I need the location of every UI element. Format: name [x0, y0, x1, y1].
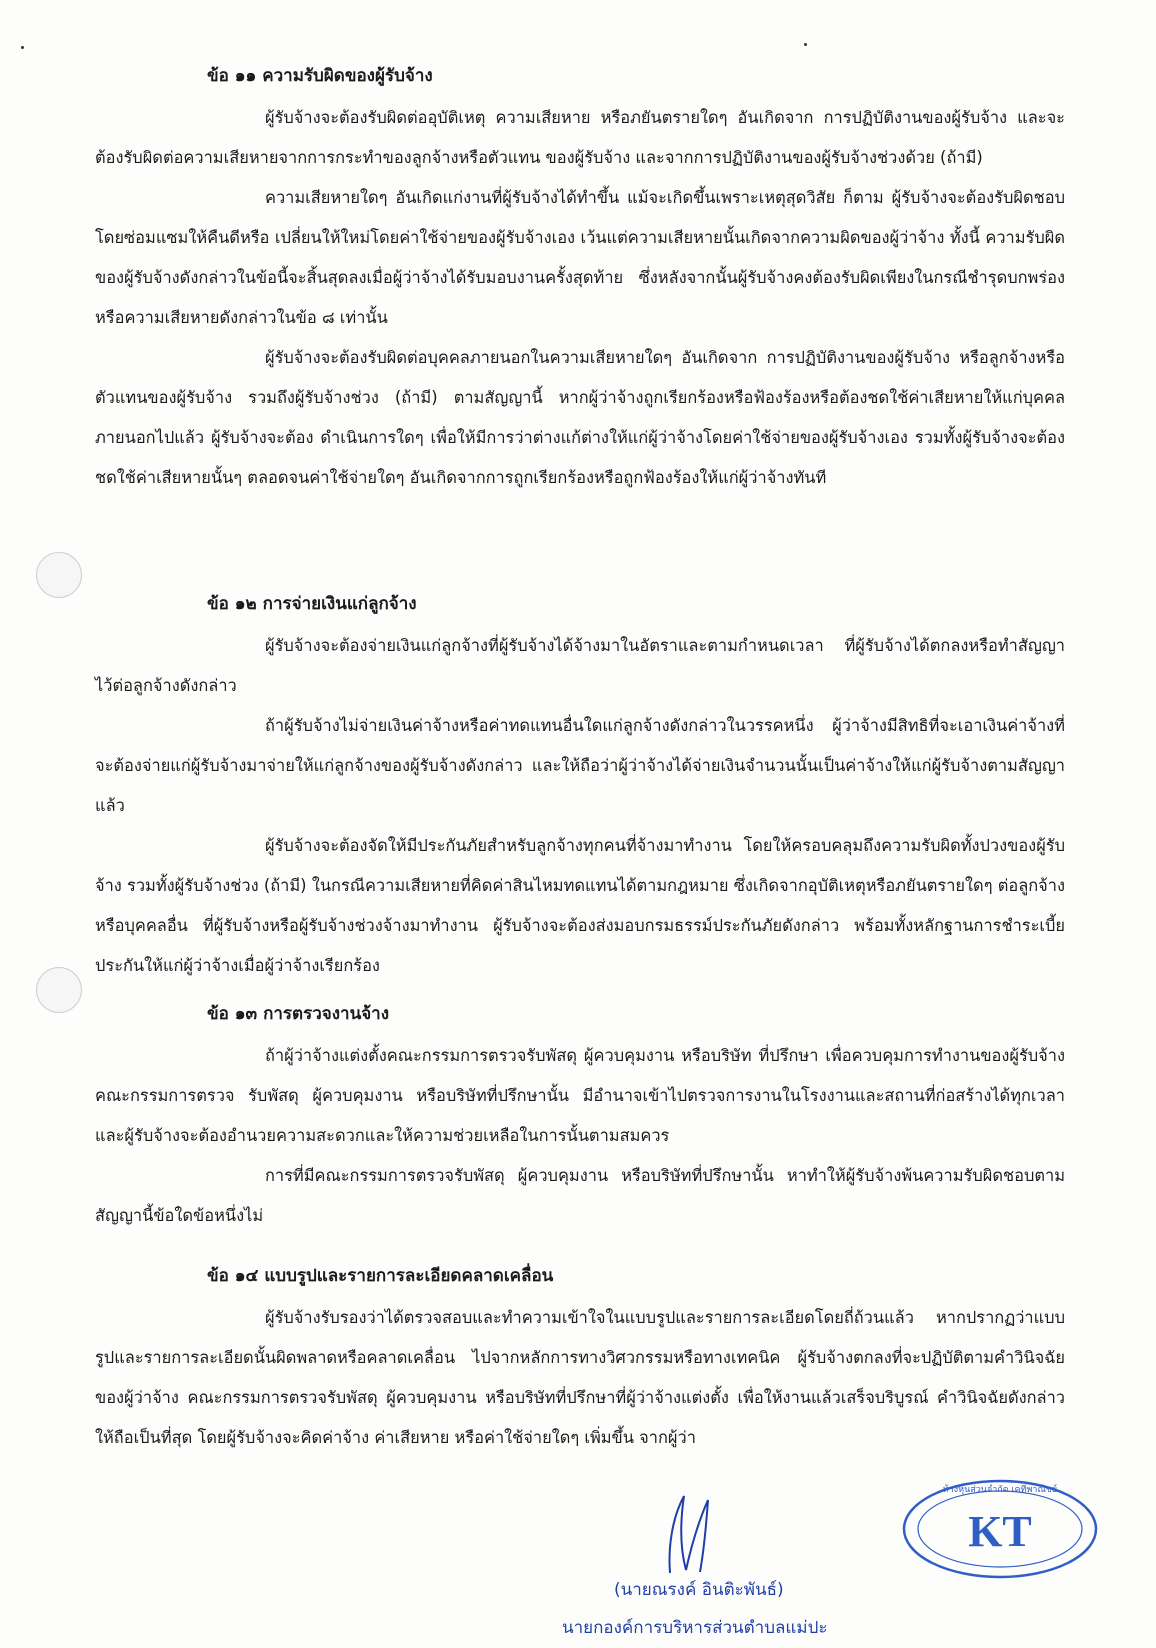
paragraph: ผู้รับจ้างจะต้องรับผิดต่ออุบัติเหตุ ความเสียหาย หรือภยันตรายใดๆ อันเกิดจาก การปฏิบัติงานของผู้รับจ้าง และจะต้องรับผิดต่อความเสียหายจากการกระทำของลูกจ้างหรือตัวแทน ของผู้รับจ้าง และจากการปฏิบัติงานของผู้รับจ้างช่วงด้วย (ถ้ามี) [95, 108, 1065, 167]
paragraph: ความเสียหายใดๆ อันเกิดแก่งานที่ผู้รับจ้างได้ทำขึ้น แม้จะเกิดขึ้นเพราะเหตุสุดวิสัย ก็ตาม ผู้รับจ้างจะต้องรับผิดชอบโดยซ่อมแซมให้คืนดีหรือ เปลี่ยนให้ใหม่โดยค่าใช้จ่ายของผู้รับจ้างเอง เว้นแต่ความเสียหายนั้นเกิดจากความผิดของผู้ว่าจ้าง ทั้งนี้ ความรับผิดของผู้รับจ้างดังกล่าวในข้อนี้จะสิ้นสุดลงเมื่อผู้ว่าจ้างได้รับมอบงานครั้งสุดท้าย ซึ่งหลังจากนั้นผู้รับจ้างคงต้องรับผิดเพียงในกรณีชำรุดบกพร่อง หรือความเสียหายดังกล่าวในข้อ ๘ เท่านั้น [95, 188, 1065, 327]
paragraph: ผู้รับจ้างจะต้องจ่ายเงินแก่ลูกจ้างที่ผู้รับจ้างได้จ้างมาในอัตราและตามกำหนดเวลา ที่ผู้รับจ้างได้ตกลงหรือทำสัญญาไว้ต่อลูกจ้างดังกล่าว [95, 636, 1065, 695]
punch-hole-bottom [36, 967, 82, 1013]
section-11 [95, 62, 1065, 498]
stamp-letters: KT [968, 1507, 1032, 1556]
signatory-title: นายกองค์การบริหารส่วนตำบลแม่ปะ [562, 1618, 828, 1638]
section-heading: ข้อ ๑๑ ความรับผิดของผู้รับจ้าง [207, 66, 433, 86]
stamp-ring-text: ห้างหุ้นส่วนจำกัด เคทีพาณิชย์ [942, 1485, 1058, 1495]
scan-speck [804, 43, 807, 46]
paragraph: ผู้รับจ้างรับรองว่าได้ตรวจสอบและทำความเข้าใจในแบบรูปและรายการละเอียดโดยถี่ถ้วนแล้ว หากปรากฏว่าแบบรูปและรายการละเอียดนั้นผิดพลาดหรือคลาดเคลื่อน ไปจากหลักการทางวิศวกรรมหรือทางเทคนิค ผู้รับจ้างตกลงที่จะปฏิบัติตามคำวินิจฉัยของผู้ว่าจ้าง คณะกรรมการตรวจรับพัสดุ ผู้ควบคุมงาน หรือบริษัทที่ปรึกษาที่ผู้ว่าจ้างแต่งตั้ง เพื่อให้งานแล้วเสร็จบริบูรณ์ คำวินิจฉัยดังกล่าวให้ถือเป็นที่สุด โดยผู้รับจ้างจะคิดค่าจ้าง ค่าเสียหาย หรือค่าใช้จ่ายใดๆ เพิ่มขึ้น จากผู้ว่า [95, 1308, 1065, 1447]
paragraph: ผู้รับจ้างจะต้องจัดให้มีประกันภัยสำหรับลูกจ้างทุกคนที่จ้างมาทำงาน โดยให้ครอบคลุมถึงความรับผิดทั้งปวงของผู้รับจ้าง รวมทั้งผู้รับจ้างช่วง (ถ้ามี) ในกรณีความเสียหายที่คิดค่าสินไหมทดแทนได้ตามกฎหมาย ซึ่งเกิดจากอุบัติเหตุหรือภยันตรายใดๆ ต่อลูกจ้างหรือบุคคลอื่น ที่ผู้รับจ้างหรือผู้รับจ้างช่วงจ้างมาทำงาน ผู้รับจ้างจะต้องส่งมอบกรมธรรม์ประกันภัยดังกล่าว พร้อมทั้งหลักฐานการชำระเบี้ยประกันให้แก่ผู้ว่าจ้างเมื่อผู้ว่าจ้างเรียกร้อง [95, 836, 1065, 975]
section-12 [95, 590, 1065, 986]
section-heading: ข้อ ๑๓ การตรวจงานจ้าง [207, 1004, 390, 1024]
signatory-name: (นายณรงค์ อินติะพันธ์) [614, 1580, 784, 1600]
paragraph: ผู้รับจ้างจะต้องรับผิดต่อบุคคลภายนอกในความเสียหายใดๆ อันเกิดจาก การปฏิบัติงานของผู้รับจ้าง หรือลูกจ้างหรือตัวแทนของผู้รับจ้าง รวมถึงผู้รับจ้างช่วง (ถ้ามี) ตามสัญญานี้ หากผู้ว่าจ้างถูกเรียกร้องหรือฟ้องร้องหรือต้องชดใช้ค่าเสียหายให้แก่บุคคลภายนอกไปแล้ว ผู้รับจ้างจะต้อง ดำเนินการใดๆ เพื่อให้มีการว่าต่างแก้ต่างให้แก่ผู้ว่าจ้างโดยค่าใช้จ่ายของผู้รับจ้างเอง รวมทั้งผู้รับจ้างจะต้องชดใช้ค่าเสียหายนั้นๆ ตลอดจนค่าใช้จ่ายใดๆ อันเกิดจากการถูกเรียกร้องหรือถูกฟ้องร้องให้แก่ผู้ว่าจ้างทันที [95, 348, 1065, 487]
paragraph: ถ้าผู้ว่าจ้างแต่งตั้งคณะกรรมการตรวจรับพัสดุ ผู้ควบคุมงาน หรือบริษัท ที่ปรึกษา เพื่อควบคุมการทำงานของผู้รับจ้าง คณะกรรมการตรวจ รับพัสดุ ผู้ควบคุมงาน หรือบริษัทที่ปรึกษานั้น มีอำนาจเข้าไปตรวจการงานในโรงงานและสถานที่ก่อสร้างได้ทุกเวลา และผู้รับจ้างจะต้องอำนวยความสะดวกและให้ความช่วยเหลือในการนั้นตามสมควร [95, 1046, 1065, 1145]
signature-block [560, 1485, 1156, 1648]
section-heading: ข้อ ๑๔ แบบรูปและรายการละเอียดคลาดเคลื่อน [207, 1266, 554, 1286]
section-heading: ข้อ ๑๒ การจ่ายเงินแก่ลูกจ้าง [207, 594, 417, 614]
scan-speck [21, 46, 24, 49]
section-14 [95, 1262, 1065, 1458]
company-stamp [900, 1474, 1100, 1584]
punch-hole-top [36, 552, 82, 598]
paragraph: ถ้าผู้รับจ้างไม่จ่ายเงินค่าจ้างหรือค่าทดแทนอื่นใดแก่ลูกจ้างดังกล่าวในวรรคหนึ่ง ผู้ว่าจ้างมีสิทธิที่จะเอาเงินค่าจ้างที่จะต้องจ่ายแก่ผู้รับจ้างมาจ่ายให้แก่ลูกจ้างของผู้รับจ้างดังกล่าว และให้ถือว่าผู้ว่าจ้างได้จ่ายเงินจำนวนนั้นเป็นค่าจ้างให้แก่ผู้รับจ้างตามสัญญาแล้ว [95, 716, 1065, 815]
handwritten-signature [650, 1488, 730, 1578]
paragraph: การที่มีคณะกรรมการตรวจรับพัสดุ ผู้ควบคุมงาน หรือบริษัทที่ปรึกษานั้น หาทำให้ผู้รับจ้างพ้นความรับผิดชอบตามสัญญานี้ข้อใดข้อหนึ่งไม่ [95, 1166, 1065, 1225]
section-13 [95, 1000, 1065, 1236]
